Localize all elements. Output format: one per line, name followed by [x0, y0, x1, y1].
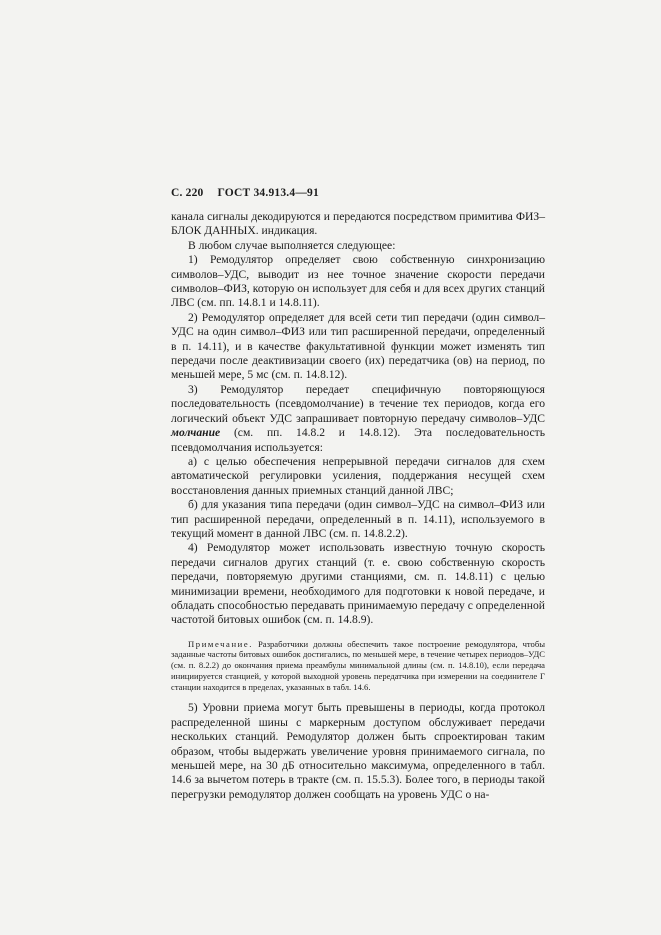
text-body — [171, 210, 545, 802]
paragraph-item-1: 1) Ремодулятор определяет свою собственную синхронизацию символов–УДС, выводит из нее точное значение скорости передачи символов–ФИЗ, которую он использует для себя и для всех других станций ЛВС (см. пп. 14.8.1 и 14.8.11). — [171, 253, 545, 310]
paragraph-intro: В любом случае выполняется следующее: — [188, 238, 396, 252]
standard-code: ГОСТ 34.913.4—91 — [217, 187, 319, 199]
paragraph-item-3 — [171, 383, 545, 455]
paragraph-item-2: 2) Ремодулятор определяет для всей сети тип передачи (один символ–УДС на один символ–ФИЗ или тип расширенной передачи, определенный в п. 14.11), и в качестве факультативной функции может изменять тип передачи после деактивизации своего (их) передатчика (ов) на период, по меньшей мере, 5 мс (см. п. 14.8.12). — [171, 310, 545, 382]
item-3-text-end: (см. пп. 14.8.2 и 14.8.12). Эта последовательность псевдомолчания используется: — [171, 426, 545, 454]
note-block — [171, 639, 545, 693]
paragraph-item-4: 4) Ремодулятор может использовать известную точную скорость передачи сигналов других станций (т. е. свою собственную скорость передачи, повторяемую другими станциями, см. п. 14.8.11) с целью минимизации времени, необходимого для подготовки к новой передаче, и обладать способностью передавать принимаемую передачу с определенной частотой битовых ошибок (см. п. 14.8.9). — [171, 541, 545, 627]
note-text: Разработчики должны обеспечить такое построение ремодулятора, чтобы заданные частоты битовых ошибок достигались, по меньшей мере, в течение четырех периодов–УДС (см. п. 8.2.2) до окончания приема преамбулы минимальной длины (см. п. 14.8.10), если передача инициируется станцией, у которой выходной уровень передатчика при измерении на соединителе Г станции находится в пределах, указанных в табл. 14.6. — [171, 638, 545, 692]
paragraph-item-5: 5) Уровни приема могут быть превышены в периоды, когда протокол распределенной шины с маркерным доступом обслуживает передачи нескольких станций. Ремодулятор должен быть спроектирован таким образом, чтобы выдержать увеличение уровня принимаемого сигнала, по меньшей мере, на 30 дБ относительно максимума, определенного в табл. 14.6 за вычетом потерь в тракте (см. п. 15.5.3). Более того, в периоды такой перегрузки ремодулятор должен сообщать на уровень УДС о на- — [171, 701, 545, 801]
page-header — [171, 187, 333, 199]
page-number: С. 220 — [171, 187, 204, 199]
note-label: Примечание. — [188, 638, 254, 649]
paragraph-subitem-a: а) с целью обеспечения непрерывной передачи сигналов для схем автоматической регулировки усиления, поддержания несущей схем восстановления данных приемных станций данной ЛВС; — [171, 454, 545, 497]
item-3-text-start: 3) Ремодулятор передает специфичную повторяющуюся последовательность (псевдомолчание) в течение тех периодов, когда его логический объект УДС запрашивает повторную передачу символов–УДС — [171, 382, 545, 425]
item-3-emphasis: молчание — [171, 426, 221, 440]
paragraph-subitem-b: б) для указания типа передачи (один символ–УДС на символ–ФИЗ или тип расширенной передачи, определенный в п. 14.11), используемого в текущий момент в данной ЛВС (см. п. 14.8.2.2). — [171, 498, 545, 540]
paragraph-continuation: канала сигналы декодируются и передаются посредством примитива ФИЗ–БЛОК ДАННЫХ. индикация. — [171, 210, 545, 238]
